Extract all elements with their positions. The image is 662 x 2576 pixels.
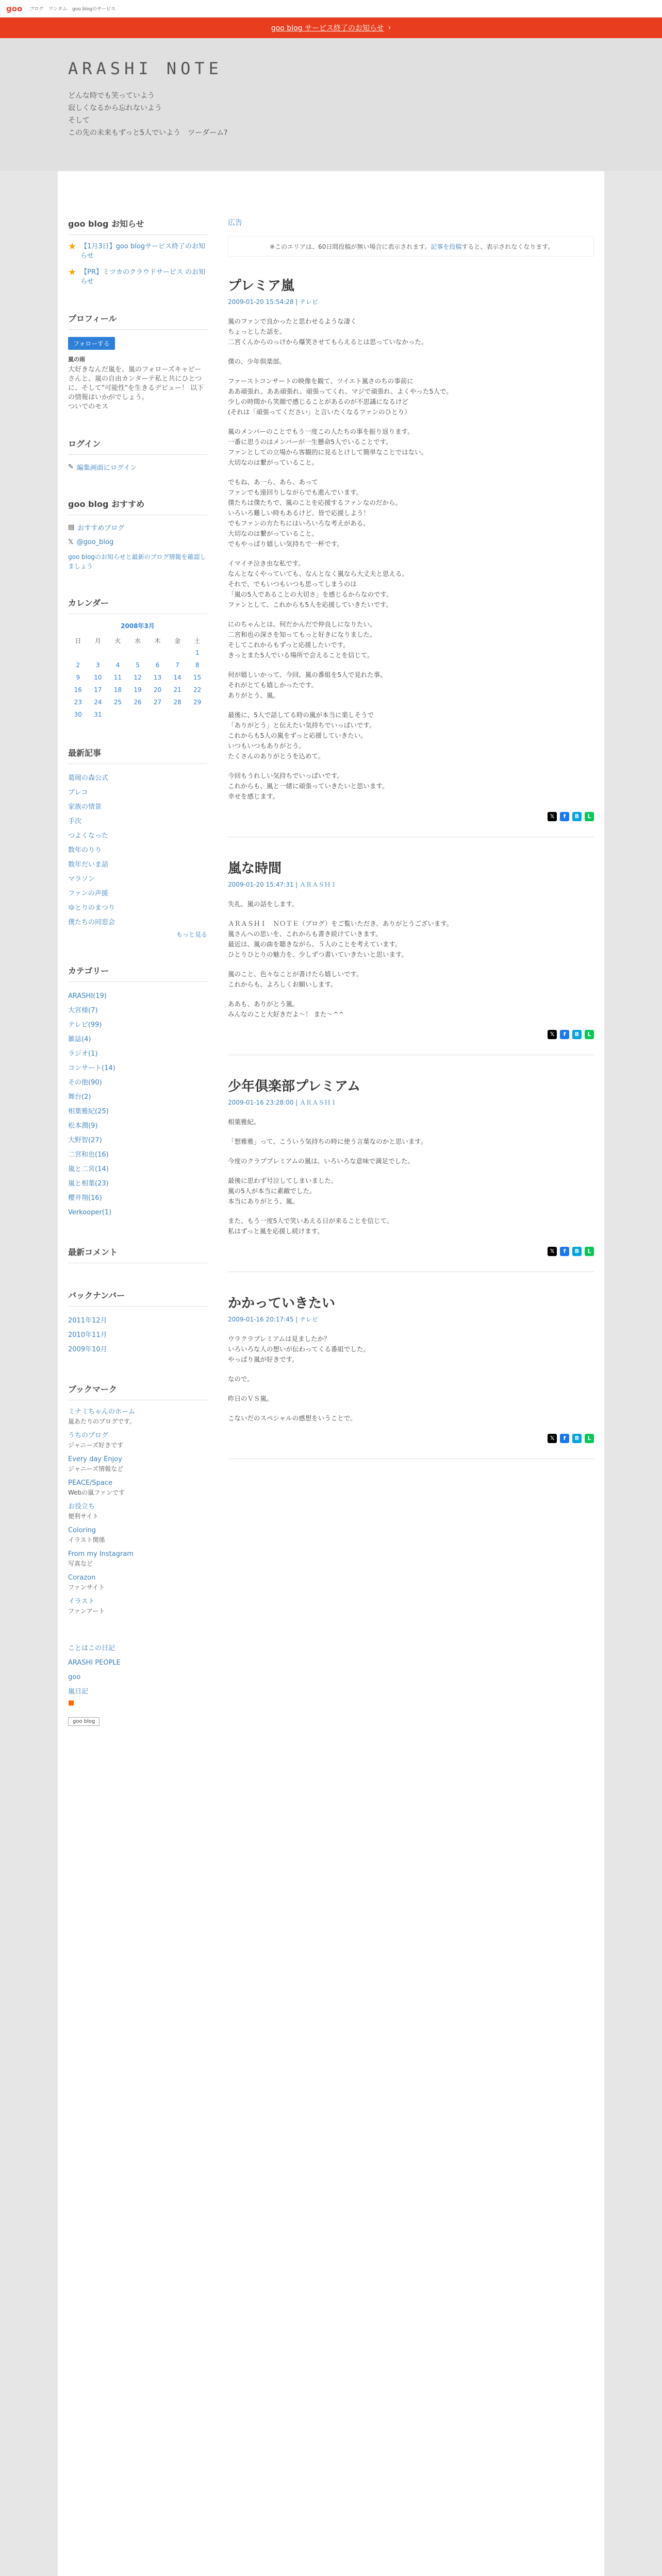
bookmark-link[interactable]: Coloring xyxy=(68,1527,96,1534)
bookmark-item xyxy=(68,1408,207,1426)
bookmark-section xyxy=(68,1383,207,1616)
blog-post xyxy=(228,1293,594,1459)
profile-title: プロフィール xyxy=(68,312,207,330)
calendar-day[interactable]: 14 xyxy=(173,674,181,681)
bookmark-item xyxy=(68,1597,207,1616)
recent-post-link[interactable]: 家族の情景 xyxy=(68,803,102,811)
post-body xyxy=(228,1117,594,1236)
post-paragraph: 何が嬉しいかって、今回、嵐の番組を5人で見れた事。 それがとても嬉しかったです。 ありがとう、嵐。 xyxy=(228,671,387,699)
post-paragraph: イマイチ泣き虫な私です。 なんとなくやっていても、なんとなく嵐なら大丈夫と思える。 それで、でもいつもいつも思ってしまうのは 「嵐の5人であることの大切さ」を感じるからなのです。 ファンとして、これからも5人を応援していきたいです。 xyxy=(228,560,409,608)
calendar-day[interactable]: 6 xyxy=(155,662,160,669)
rss-icon: ■ xyxy=(68,1699,75,1707)
category-link[interactable]: 櫻井翔(16) xyxy=(68,1194,102,1202)
blog-header xyxy=(0,38,662,171)
x-share-icon[interactable]: 𝕏 xyxy=(548,1434,557,1443)
calendar-day[interactable]: 9 xyxy=(76,674,80,681)
bookmark-desc: Webの嵐ファンです xyxy=(68,1489,125,1496)
recommend-link[interactable]: @goo_blog xyxy=(76,538,114,546)
calendar-day[interactable]: 5 xyxy=(136,662,140,669)
desc-line: そして xyxy=(68,116,90,125)
calendar-day[interactable]: 24 xyxy=(94,699,102,706)
bookmark-item xyxy=(68,1455,207,1473)
share-buttons xyxy=(228,1030,594,1039)
backnumber-title: バックナンバー xyxy=(68,1289,207,1307)
recent-post-link[interactable]: ブレコ xyxy=(68,789,88,796)
calendar-day xyxy=(68,647,88,659)
x-share-icon[interactable]: 𝕏 xyxy=(548,1247,557,1256)
calendar-day[interactable]: 18 xyxy=(113,686,122,693)
calendar-day-header: 水 xyxy=(134,637,141,645)
category-link[interactable]: 嵐と相葉(23) xyxy=(68,1180,109,1188)
notice-section xyxy=(68,217,207,286)
post-paragraph: にのちゃんとは、何だかんだで仲良しになりたい。 二宮和也の深さを知ってもっと好きになりました。 そしてこれからもずっと応援したいです。 きっとまた5人でいる場所で会えることを信じて。 xyxy=(228,620,376,659)
calendar-day[interactable]: 21 xyxy=(173,686,181,693)
bookmark-desc: ファンアート xyxy=(68,1607,105,1615)
post-list xyxy=(228,275,594,1459)
category-link[interactable]: 雑誌(4) xyxy=(68,1036,91,1043)
post-paragraph: 相葉雅紀。 xyxy=(228,1118,260,1126)
bookmark-item xyxy=(68,1502,207,1521)
post-paragraph: ＡＲＡＳＨＩ ＮＯＴＥ（ブログ）をご覧いただき、ありがとうございます。 嵐さんへの思いを、これからも書き続けていきます。 最近は、嵐の曲を聴きながら、５人のことを考えています。 ひとりひとりの魅力を、少しずつ書いていきたいと思います。 xyxy=(228,920,453,958)
hatena-share-icon[interactable]: B xyxy=(572,1247,582,1256)
calendar-day[interactable]: 26 xyxy=(134,699,142,706)
calendar-day xyxy=(88,647,108,659)
line-share-icon[interactable]: L xyxy=(585,1247,594,1256)
share-buttons xyxy=(228,812,594,821)
blog-description xyxy=(68,90,228,139)
notice-link[interactable]: 【PR】ミツカのクラウドサービス のお知らせ xyxy=(80,268,206,285)
post-paragraph: 失礼、嵐の話をします。 xyxy=(228,900,299,908)
calendar-day[interactable]: 20 xyxy=(153,686,162,693)
login-title: ログイン xyxy=(68,437,207,455)
login-link[interactable]: 編集画面にログイン xyxy=(76,464,137,472)
calendar-day[interactable]: 4 xyxy=(115,662,120,669)
calendar-title: カレンダー xyxy=(68,597,207,614)
extra-link[interactable]: 嵐日記 xyxy=(68,1688,89,1696)
calendar-day xyxy=(128,708,148,721)
profile-name: 嵐の雨 xyxy=(68,356,85,363)
top-bar xyxy=(0,0,662,18)
extra-list xyxy=(68,1641,207,1699)
post-paragraph: ウラクラブレミアムは見ましたか？ いろいろな人の想いが伝わってくる番組でした。 やっぱり嵐が好きです。 xyxy=(228,1335,370,1363)
calendar-day[interactable]: 17 xyxy=(94,686,102,693)
goo-logo[interactable]: goo xyxy=(6,4,23,13)
calendar-day[interactable]: 23 xyxy=(74,699,82,706)
ad-notice xyxy=(228,236,594,257)
calendar-day xyxy=(168,708,188,721)
calendar-day xyxy=(168,647,188,659)
recommend-item[interactable] xyxy=(68,522,207,532)
bookmark-link[interactable]: From my Instagram xyxy=(68,1550,134,1558)
calendar-day[interactable]: 11 xyxy=(113,674,122,681)
post-title[interactable]: かかっていきたい xyxy=(228,1296,336,1311)
post-paragraph: 昨日のＶＳ嵐。 xyxy=(228,1395,273,1402)
comments-title: 最新コメント xyxy=(68,1246,207,1263)
category-list xyxy=(68,989,207,1220)
bookmark-link[interactable]: Every day Enjoy xyxy=(68,1455,122,1463)
recent-post-link[interactable]: 葛岡の森公式 xyxy=(68,774,109,782)
calendar-day[interactable]: 19 xyxy=(134,686,142,693)
bookmark-link[interactable]: ミナミちゃんのホーム xyxy=(68,1408,136,1416)
category-link[interactable]: 舞台(2) xyxy=(68,1093,91,1101)
calendar-day[interactable]: 13 xyxy=(153,674,162,681)
post-date[interactable]: 2009-01-16 20:17:45 | テレビ xyxy=(228,1316,318,1323)
bookmark-link[interactable]: イラスト xyxy=(68,1598,95,1605)
post-paragraph: 今回もうれしい気持ちでいっぱいです。 これからも、嵐と一緒に頑張っていきたいと思います。 幸せを感じます。 xyxy=(228,772,389,800)
facebook-share-icon[interactable]: f xyxy=(560,1434,569,1443)
star-icon: ★ xyxy=(68,267,77,278)
top-links xyxy=(29,5,115,12)
post-paragraph: 僕の、少年倶楽部。 xyxy=(228,358,286,365)
post-date[interactable]: 2009-01-20 15:54:28 | テレビ xyxy=(228,298,318,306)
top-link-wantam[interactable]: ワンタム xyxy=(48,7,68,12)
desc-line: 寂しくなるから忘れないよう xyxy=(68,104,162,112)
sidebar xyxy=(58,171,218,2576)
calendar-day xyxy=(108,708,128,721)
bookmark-item xyxy=(68,1550,207,1568)
post-title[interactable]: 少年倶楽部プレミアム xyxy=(228,1079,361,1094)
calendar-day[interactable]: 31 xyxy=(94,711,102,718)
calendar-day[interactable]: 2 xyxy=(76,662,80,669)
category-link[interactable]: 二宮和也(16) xyxy=(68,1151,109,1159)
backnumber-link[interactable]: 2010年11月 xyxy=(68,1331,107,1339)
comments-section xyxy=(68,1246,207,1263)
line-share-icon[interactable]: L xyxy=(585,1434,594,1443)
recent-post-link[interactable]: マラソン xyxy=(68,875,95,883)
post-paragraph: 最後に、5人で話してる時の嵐が本当に楽しそうで 「ありがとう」と伝えたい気持ちでいっぱいです。 これからも5人の嵐をずっと応援していきたい。 いつもいつもありがとう。 たくさんのありがとうを込めて。 xyxy=(228,711,376,760)
more-link[interactable]: もっと見る xyxy=(176,931,207,938)
bookmark-link[interactable]: うちのブログ xyxy=(68,1432,109,1439)
bookmark-item xyxy=(68,1573,207,1592)
recommend-extra[interactable]: goo blogのお知らせと最新のブログ情報を確認しましょう xyxy=(68,553,206,570)
recommend-section xyxy=(68,498,207,571)
recent-post-link[interactable]: 手次 xyxy=(68,818,82,825)
bookmark-desc: イラスト関係 xyxy=(68,1536,105,1544)
notice-title: goo blog お知らせ xyxy=(68,217,207,235)
extra-link[interactable]: ことはこの日記 xyxy=(68,1645,115,1652)
backnumber-link[interactable]: 2011年12月 xyxy=(68,1317,107,1325)
hatena-share-icon[interactable]: B xyxy=(572,812,582,821)
category-link[interactable]: 松本潤(9) xyxy=(68,1122,98,1130)
hatena-share-icon[interactable]: B xyxy=(572,1434,582,1443)
extra-link[interactable]: ARASHI PEOPLE xyxy=(68,1659,121,1667)
recent-title: 最新記事 xyxy=(68,747,207,764)
post-date[interactable]: 2009-01-16 23:28:00 | ＡＲＡＳＨＩ xyxy=(228,1099,337,1106)
facebook-share-icon[interactable]: f xyxy=(560,1247,569,1256)
service-end-banner[interactable] xyxy=(0,18,662,38)
notice-item[interactable] xyxy=(68,242,207,261)
post-body xyxy=(228,1334,594,1423)
calendar-day[interactable]: 3 xyxy=(96,662,100,669)
backnumber-section xyxy=(68,1289,207,1357)
bookmark-link[interactable]: お役立ち xyxy=(68,1503,95,1511)
calendar-day-header: 土 xyxy=(194,637,201,645)
calendar-day[interactable]: 15 xyxy=(193,674,202,681)
category-section xyxy=(68,964,207,1220)
post-paragraph: でもね、あ一ら、あら、あって ファンでも遠回りしながらでも進んでいます。 僕たちは僕たちで、嵐のことを応援するファンなのだから。 いろいろ難しい時もあるけど、皆で応援しよう！ でもファンの方たちにはいろいろな考えがある。 大切なのは繋がっていること。 でもやっぱり嬉しい気持ちで一杯です。 xyxy=(228,478,402,548)
bookmark-link[interactable]: Corazon xyxy=(68,1574,96,1582)
calendar-day[interactable]: 1 xyxy=(195,649,200,656)
recommend-link[interactable]: おすすめブログ xyxy=(77,524,125,532)
recent-post-link[interactable]: つよくなった xyxy=(68,832,109,840)
category-link[interactable]: テレビ(99) xyxy=(68,1021,102,1029)
recommend-title: goo blog おすすめ xyxy=(68,498,207,515)
category-link[interactable]: 大宮様(7) xyxy=(68,1007,98,1014)
notice-link[interactable]: 【1月3日】goo blogサービス終了のお知らせ xyxy=(80,243,206,260)
pencil-icon: ✎ xyxy=(68,463,74,471)
notice-item[interactable] xyxy=(68,268,207,286)
bookmark-desc: 写真など xyxy=(68,1560,93,1567)
banner-text[interactable]: goo blog サービス終了のお知らせ xyxy=(271,24,384,32)
calendar-day xyxy=(128,647,148,659)
post-paragraph: なので。 xyxy=(228,1375,254,1383)
bookmark-list xyxy=(68,1408,207,1616)
desc-line: どんな時でも笑っていよう xyxy=(68,92,155,100)
calendar-day-header: 月 xyxy=(94,637,101,645)
ad-label: 広告 xyxy=(228,219,242,227)
goo-blog-badge[interactable]: goo blog xyxy=(68,1717,100,1726)
bookmark-link[interactable]: PEACE/Space xyxy=(68,1479,113,1487)
x-icon: 𝕏 xyxy=(68,538,74,546)
x-share-icon[interactable]: 𝕏 xyxy=(548,1030,557,1039)
calendar-day[interactable]: 10 xyxy=(94,674,102,681)
share-buttons xyxy=(228,1434,594,1443)
post-paragraph: また、もう一度5人で笑いあえる日が来ることを信じて。 私はずっと嵐を応援し続けます。 xyxy=(228,1217,393,1235)
doc-icon: ▤ xyxy=(68,523,75,531)
post-body xyxy=(228,899,594,1020)
calendar-day[interactable]: 28 xyxy=(173,699,181,706)
post-paragraph: 最後に思わず号泣してしまいました。 嵐の5人が本当に素敵でした。 本当にありがとう、嵐。 xyxy=(228,1177,338,1205)
recent-list xyxy=(68,771,207,930)
ad-text: すると、表示されなくなります。 xyxy=(461,243,554,250)
blog-post xyxy=(228,858,594,1055)
facebook-share-icon[interactable]: f xyxy=(560,812,569,821)
bookmark-item xyxy=(68,1479,207,1497)
calendar-day xyxy=(147,708,168,721)
bookmark-desc: ジャニーズ情報など xyxy=(68,1465,124,1472)
recent-post-link[interactable]: ゆとりのまつり xyxy=(68,904,115,912)
extra-link[interactable]: goo xyxy=(68,1673,81,1681)
page-wrapper xyxy=(58,171,604,2576)
ad-text: ※このエリアは、60日間投稿が無い場合に表示されます。 xyxy=(270,243,431,250)
post-paragraph: 嵐のメンバーのことでもう一度この人たちの事を振り返ります。 一番に思うのはメンバーが一生懸命5人でいることです。 ファンとしての立場から客観的に見るとけして簡単なことではない。 大切なのは繋がっていること。 xyxy=(228,428,428,466)
share-buttons xyxy=(228,1247,594,1256)
category-link[interactable]: ARASHI(19) xyxy=(68,992,107,1000)
top-link-blog[interactable]: ブログ xyxy=(29,7,44,12)
post-title[interactable]: プレミア嵐 xyxy=(228,278,294,294)
calendar-day-header: 日 xyxy=(75,637,81,645)
calendar-day xyxy=(108,647,128,659)
star-icon: ★ xyxy=(68,241,77,252)
bookmark-item xyxy=(68,1526,207,1545)
rss-row[interactable] xyxy=(68,1699,207,1707)
login-section xyxy=(68,437,207,472)
recent-post-link[interactable]: 僕たちの同窓会 xyxy=(68,919,115,926)
calendar-day[interactable]: 30 xyxy=(74,711,82,718)
category-link[interactable]: 大野智(27) xyxy=(68,1137,102,1144)
calendar-day xyxy=(147,647,168,659)
calendar xyxy=(68,621,207,721)
calendar-month: 2008年3月 xyxy=(121,622,155,630)
post-date[interactable]: 2009-01-20 15:47:31 | ＡＲＡＳＨＩ xyxy=(228,881,337,888)
bookmark-desc: ジャニーズ好きです xyxy=(68,1442,124,1449)
desc-line: この先の未来もずっと5人でいよう ツーダーム? xyxy=(68,129,228,137)
blog-post xyxy=(228,1076,594,1272)
calendar-day[interactable]: 29 xyxy=(193,699,202,706)
extra-section xyxy=(68,1641,207,1726)
bookmark-desc: ファンサイト xyxy=(68,1584,105,1591)
top-link-service[interactable]: goo blogのサービス xyxy=(72,7,116,12)
calendar-table xyxy=(68,634,207,721)
post-paragraph: 今度のクラブプレミアムの嵐は、いろいろな意味で満足でした。 xyxy=(228,1157,415,1165)
bookmark-title: ブックマーク xyxy=(68,1383,207,1400)
bookmark-item xyxy=(68,1431,207,1450)
category-link[interactable]: 嵐と二宮(14) xyxy=(68,1165,109,1173)
blog-title[interactable]: ARASHI NOTE xyxy=(68,59,223,78)
line-share-icon[interactable]: L xyxy=(585,812,594,821)
profile-section xyxy=(68,312,207,412)
post-title[interactable]: 嵐な時間 xyxy=(228,861,282,876)
chevron-right-icon: › xyxy=(388,24,391,32)
category-link[interactable]: 相葉雅紀(25) xyxy=(68,1108,109,1115)
hatena-share-icon[interactable]: B xyxy=(572,1030,582,1039)
profile-text: 大好きなんだ嵐を、嵐のフォローズキャピーさんと、嵐の自由カンターテ私と共にひとつに、そして"可能性"を生きるデビュー！ 以下の情報はいかがでしょう。 ついでのモス xyxy=(68,366,204,411)
facebook-share-icon[interactable]: f xyxy=(560,1030,569,1039)
post-paragraph: 嵐のこと、色々なことが書けたら嬉しいです。 これからも、よろしくお願いします。 xyxy=(228,970,363,988)
post-paragraph: 嵐のファンで良かったと思わせるような凄く ちょっとした話を。 二宮くんからのっけから爆笑させてもらえるとは思っていなかった。 xyxy=(228,317,428,346)
recent-post-link[interactable]: 数年だいま話 xyxy=(68,861,109,869)
calendar-day[interactable]: 27 xyxy=(153,699,162,706)
post-paragraph: 「想雅雅」って、こういう気持ちの時に使う言葉なのかと思います。 xyxy=(228,1138,427,1145)
calendar-day[interactable]: 7 xyxy=(175,662,179,669)
calendar-day[interactable]: 8 xyxy=(195,662,200,669)
backnumber-list xyxy=(68,1314,207,1357)
x-share-icon[interactable]: 𝕏 xyxy=(548,812,557,821)
calendar-day[interactable]: 25 xyxy=(113,699,122,706)
category-link[interactable]: ラジオ(1) xyxy=(68,1050,98,1058)
category-link[interactable]: Verkooper(1) xyxy=(68,1209,112,1216)
login-link-row[interactable] xyxy=(68,462,207,472)
line-share-icon[interactable]: L xyxy=(585,1030,594,1039)
recent-post-link[interactable]: ファンの声援 xyxy=(68,890,108,897)
post-article-link[interactable]: 記事を投稿 xyxy=(431,243,462,250)
follow-button[interactable]: フォローする xyxy=(68,337,115,350)
calendar-section xyxy=(68,597,207,721)
recent-section xyxy=(68,747,207,939)
bookmark-desc: 便利サイト xyxy=(68,1513,99,1520)
calendar-day-header: 火 xyxy=(114,637,121,645)
category-title: カテゴリー xyxy=(68,964,207,982)
calendar-day[interactable]: 16 xyxy=(74,686,82,693)
bookmark-desc: 嵐あたりのブログです。 xyxy=(68,1418,136,1425)
calendar-day-header: 金 xyxy=(174,637,181,645)
calendar-day[interactable]: 12 xyxy=(134,674,142,681)
main-content xyxy=(228,171,594,1480)
blog-post xyxy=(228,275,594,837)
category-link[interactable]: コンサート(14) xyxy=(68,1064,115,1072)
post-paragraph: ああも、ありがとう嵐。 みんなのこと大好きだよ〜！ また〜^^ xyxy=(228,1000,344,1018)
post-body xyxy=(228,316,594,802)
calendar-day[interactable]: 22 xyxy=(193,686,202,693)
post-paragraph: ファーストコンサートの映像を観て、ツイエト嵐さのちの事前に ああ頑張れ、ああ頑張れ、頑張ってくれ、マジで頑張れ、よくやった5人で。 少しの時間から笑顔で感じることがあるのが不思議になるけど (それは「頑張ってください」と言いたくなるファンのひとり） xyxy=(228,377,453,416)
calendar-day xyxy=(187,708,207,721)
post-paragraph: こないだのスペシャルの感想をいうことで。 xyxy=(228,1414,357,1422)
recent-post-link[interactable]: 数年のりり xyxy=(68,846,102,854)
calendar-day-header: 木 xyxy=(154,637,161,645)
recommend-item[interactable] xyxy=(68,538,207,546)
backnumber-link[interactable]: 2009年10月 xyxy=(68,1346,107,1353)
category-link[interactable]: その他(90) xyxy=(68,1079,102,1087)
